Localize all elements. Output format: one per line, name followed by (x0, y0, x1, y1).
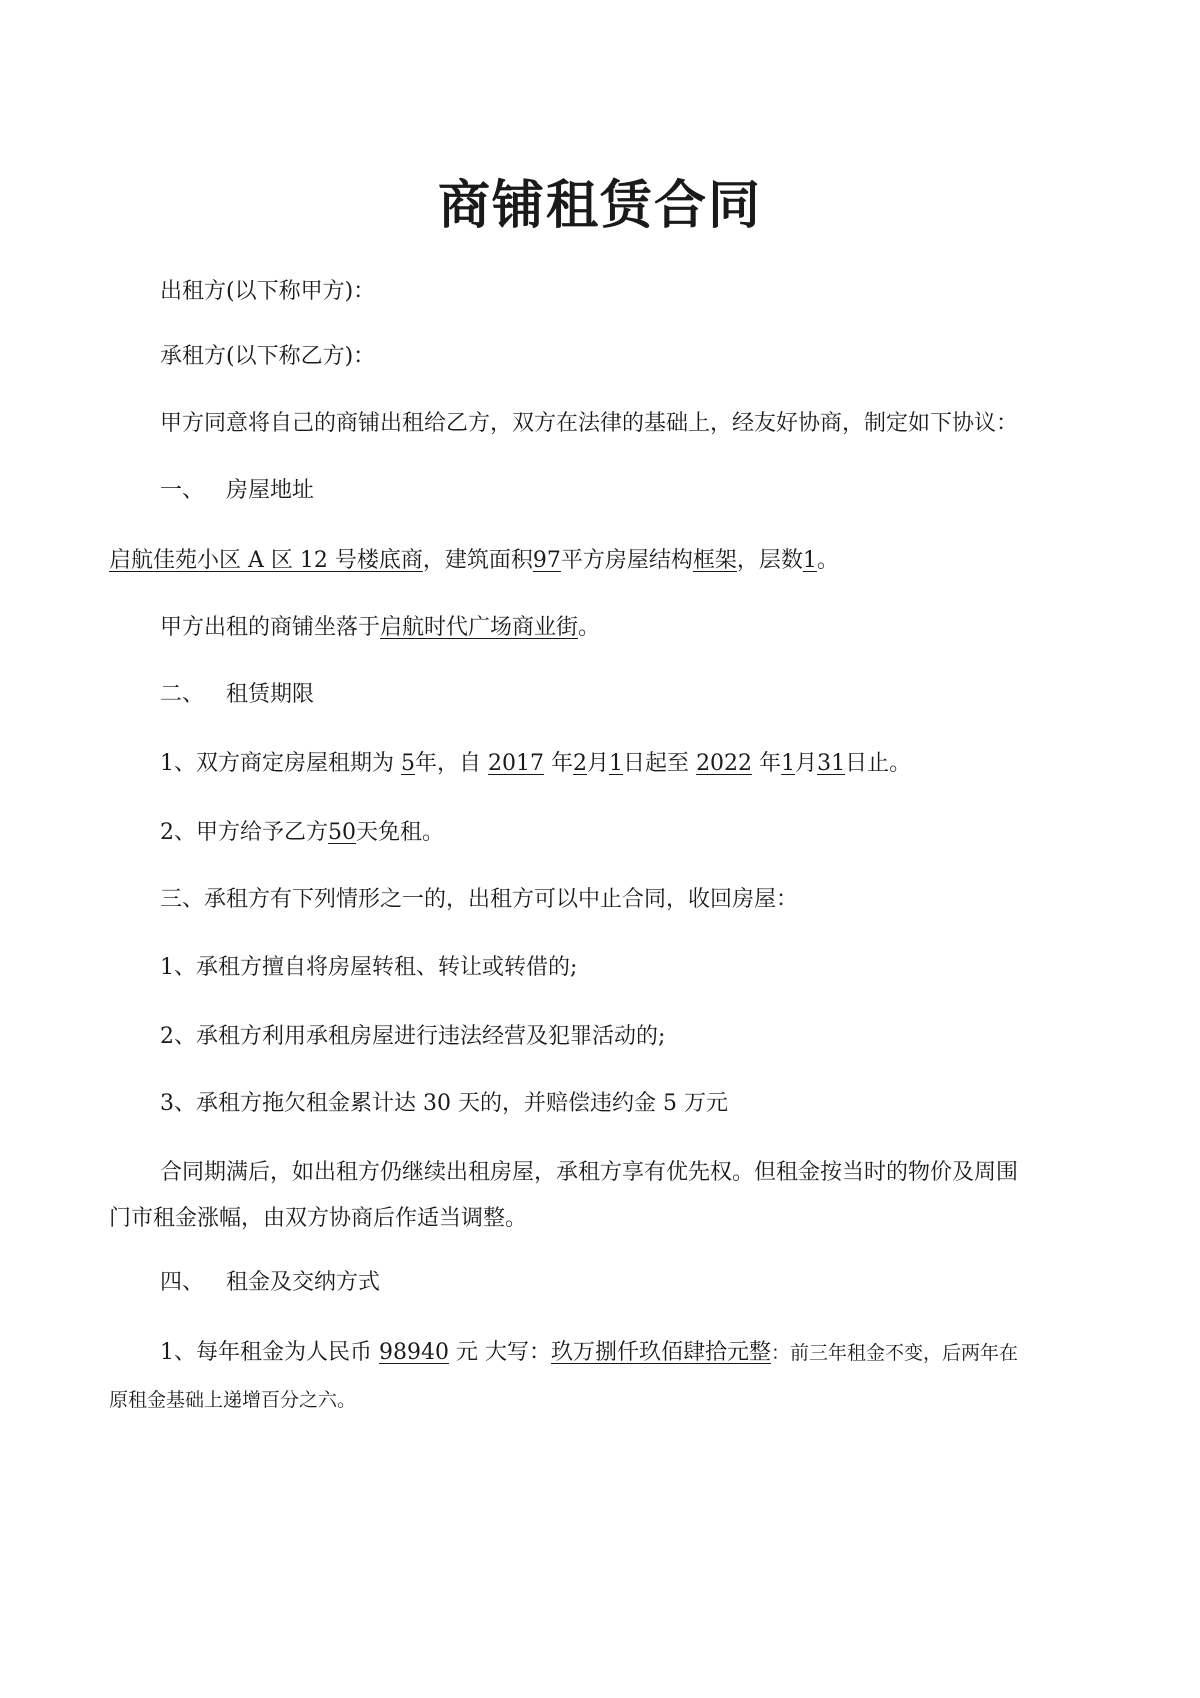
section-title: 房屋地址 (226, 478, 315, 503)
term-text: 1、双方商定房屋租期为 (160, 751, 394, 776)
renewal-paragraph-line-1: 合同期满后，如出租方仍继续出租房屋，承租方享有优先权。但租金按当时的物价及周围 (160, 1160, 1019, 1185)
lessee-line: 承租方(以下称乙方)： (160, 344, 376, 369)
term-text: 日止。 (845, 751, 912, 776)
term-text: 月 (795, 751, 818, 776)
location-text: 甲方出租的商铺坐落于 (160, 615, 381, 640)
section-2-heading (160, 679, 314, 711)
intro-paragraph: 甲方同意将自己的商铺出租给乙方，双方在法律的基础上，经友好协商，制定如下协议： (160, 411, 1019, 436)
section-3-heading: 三、承租方有下列情形之一的，出租方可以中止合同，收回房屋： (160, 887, 799, 912)
rent-text: 1、每年租金为人民币 (160, 1340, 372, 1365)
rent-free-text: 天免租。 (356, 820, 445, 845)
term-text: 年 (551, 751, 574, 776)
building-structure: 框架 (692, 548, 737, 573)
rent-text: 元 大写： (456, 1340, 551, 1365)
address-text: ，层数 (736, 548, 803, 573)
address-text: 平方房屋结构 (560, 548, 693, 573)
address-text: 。 (816, 548, 839, 573)
end-day: 31 (817, 751, 846, 776)
start-month: 2 (573, 751, 588, 776)
location-paragraph (160, 612, 600, 644)
termination-clause-2: 2、承租方利用承租房屋进行违法经营及犯罪活动的; (160, 1024, 666, 1049)
renewal-paragraph-line-2: 门市租金涨幅，由双方协商后作适当调整。 (109, 1206, 528, 1231)
term-text: 日起至 (623, 751, 690, 776)
location-text: 。 (578, 615, 601, 640)
floor-count: 1 (802, 548, 817, 573)
term-text: 年，自 (415, 751, 482, 776)
section-1-heading (160, 475, 314, 507)
lessor-line: 出租方(以下称甲方)： (160, 279, 376, 304)
start-year: 2017 (488, 751, 545, 776)
term-text: 月 (587, 751, 610, 776)
annual-rent-words: 玖万捌仟玖佰肆拾元整 (551, 1340, 772, 1365)
rent-free-clause (160, 817, 444, 849)
address-paragraph (109, 545, 839, 577)
annual-rent-amount: 98940 (379, 1340, 449, 1365)
end-year: 2022 (696, 751, 753, 776)
section-number: 一、 (160, 478, 205, 503)
lease-years: 5 (401, 751, 415, 776)
section-4-heading (160, 1267, 380, 1299)
rent-text: ：前三年租金不变，后两年在 (771, 1342, 1019, 1364)
termination-clause-3: 3、承租方拖欠租金累计达 30 天的，并赔偿违约金 5 万元 (160, 1091, 728, 1116)
term-text: 年 (759, 751, 782, 776)
section-number: 二、 (160, 682, 205, 707)
shop-location: 启航时代广场商业街 (380, 615, 579, 640)
end-month: 1 (781, 751, 796, 776)
start-day: 1 (609, 751, 624, 776)
rent-free-text: 2、甲方给予乙方 (160, 820, 328, 845)
lease-term-clause (160, 748, 911, 780)
rent-clause-line-1 (160, 1337, 1018, 1369)
rent-clause-line-2: 原租金基础上递增百分之六。 (109, 1389, 357, 1411)
address-text: ，建筑面积 (422, 548, 533, 573)
rent-free-days: 50 (328, 820, 356, 845)
section-number: 四、 (160, 1270, 205, 1295)
section-title: 租赁期限 (226, 682, 315, 707)
termination-clause-1: 1、承租方擅自将房屋转租、转让或转借的; (160, 955, 578, 980)
section-title: 租金及交纳方式 (226, 1270, 381, 1295)
address-location: 启航佳苑小区 A 区 12 号楼底商 (109, 548, 423, 573)
document-title: 商铺租赁合同 (437, 176, 762, 236)
building-area: 97 (532, 548, 561, 573)
